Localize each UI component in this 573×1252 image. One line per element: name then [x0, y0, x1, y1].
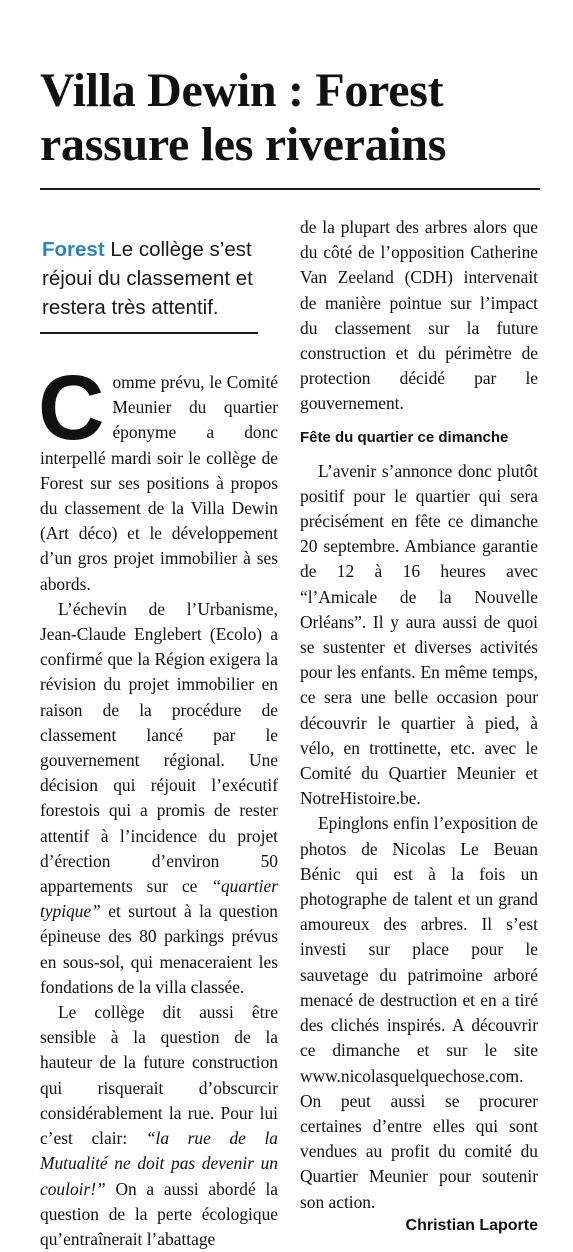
drop-cap: C: [38, 357, 105, 459]
paragraph: [40, 597, 278, 1000]
paragraph: de la plupart des arbres alors que du côté de l’opposition Catherine Van Zeeland (CDH) intervenait de manière pointue sur l’impact du classement sur la future construction et du périmètre de protection décidé par le gouvernement.: [300, 217, 538, 414]
paragraph: Epinglons enfin l’exposition de photos de Nicolas Le Beuan Bénic qui est à la fois un photographe de talent et un grand amoureux des arbres. Il s’est investi sur place pour le sauvetage du patrimoine arboré menacé de destruction et en a tiré des clichés inspirés. A découvrir ce dimanche et sur le site www.nicolasquelquechose.com. On peut aussi se procurer certaines d’entre elles qui sont vendues au profit du comité du Quartier Meunier pour soutenir son action.: [300, 813, 538, 1212]
paragraph: [38, 357, 278, 597]
headline-rule: [40, 188, 540, 190]
paragraph-text: L’échevin de l’Urbanisme, Jean-Claude Englebert (Ecolo) a confirmé que la Région exigera la révision du projet immobilier en raison de la procédure de classement lancé par le gouvernement régional. Une décision qui réjouit l’exécutif forestois qui a promis de rester attentif à l’incidence du projet d’érection d’environ 50 appartements sur ce: [40, 598, 278, 897]
paragraph: [40, 1000, 278, 1252]
byline: Christian Laporte: [405, 1216, 538, 1234]
chapeau-kicker: Forest: [42, 238, 105, 261]
paragraph: L’avenir s’annonce donc plutôt positif pour le quartier qui sera précisément en fête ce dimanche 20 septembre. Ambiance garantie de 12 à 16 heures avec “l’Amicale de la Nouvelle Orléans”. Il y aura aussi de quoi se sustenter et diverses activités pour les enfants. En même temps, ce sera une belle occasion pour découvrir le quartier à pied, à vélo, en trottinette, etc. avec le Comité du Quartier Meunier et NotreHistoire.be.: [300, 460, 538, 809]
right-column: [300, 215, 538, 1237]
paragraph-text: omme prévu, le Comité Meunier du quartier éponyme a donc interpellé mardi soir le collège de Forest sur ses positions à propos du classement de la Villa Dewin (Art déco) et le développement d’un gros projet immobilier à ses abords.: [40, 372, 278, 594]
paragraph-text: et surtout à la question épineuse des 80 parkings prévus en sous-sol, qui menaceraient les fondations de la villa classée.: [40, 901, 278, 997]
right-column-body: [300, 215, 538, 1215]
chapeau: [40, 205, 258, 334]
left-column: [40, 205, 278, 1252]
headline-line-1: Villa Dewin : Forest: [40, 64, 444, 117]
intertitle: Fête du quartier ce dimanche: [300, 428, 509, 446]
left-column-body: [38, 357, 279, 1252]
quote: “quartier typique”: [40, 876, 278, 922]
paragraph-text: On a aussi abordé la question de la perte écologique qu’entraînerait l’abattage: [40, 1178, 278, 1249]
headline: [40, 64, 560, 172]
quote: “la rue de la Mutualité ne doit pas devenir un couloir!”: [40, 1128, 279, 1199]
chapeau-text: Le collège s’est réjoui du classement et restera très attentif.: [42, 238, 253, 319]
headline-line-2: rassure les riverains: [40, 118, 447, 171]
paragraph-text: Le collège dit aussi être sensible à la question de la hauteur de la future construction qui risquerait d’obscurcir considérablement la rue. Pour lui c’est clair:: [40, 1002, 278, 1149]
